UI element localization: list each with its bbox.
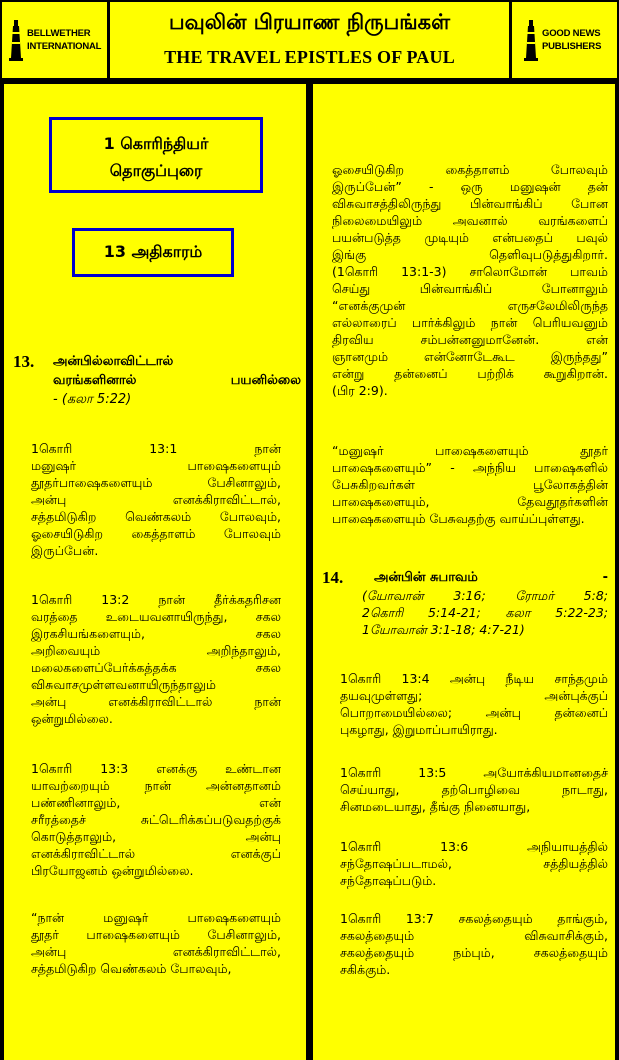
left-logo-line2: INTERNATIONAL xyxy=(27,41,102,52)
text-line: எனக்கிராவிட்டால் எனக்குப் xyxy=(31,846,281,861)
text-line: 1கொரி 13:5 அயோக்கியமானதைச் xyxy=(340,765,608,780)
text-line: நிலைமையிலும் அவனால் வரங்களைப் xyxy=(332,213,608,228)
text-line: பயன்படுத்த முடியும் என்பதைப் பவுல் xyxy=(332,230,608,245)
text-line: அன்பு எனக்கிராவிட்டால், xyxy=(31,492,281,507)
text-line: பாஷைகளையும்” - அந்நிய பாஷைகளில் xyxy=(332,460,608,475)
text-line: பண்ணினாலும், என் xyxy=(31,795,281,810)
text-line: அறிவையும் அறிந்தாலும், xyxy=(31,643,281,658)
section-heading xyxy=(362,568,608,587)
text-line: சந்தோஷப்படும். xyxy=(340,873,437,888)
section-dash: - xyxy=(602,570,608,585)
right-logo-line2: PUBLISHERS xyxy=(542,41,602,52)
text-line: 1கொரி 13:3 எனக்கு உண்டான xyxy=(31,761,281,776)
title-box xyxy=(110,2,509,78)
text-line: தூதர்பாஷைகளையும் பேசினாலும், xyxy=(31,475,281,490)
text-line: அன்பு எனக்கிராவிட்டால், xyxy=(31,944,281,959)
section-title-line2: வரங்களினால் பயனில்லை xyxy=(53,373,301,388)
text-line: விசுவாசத்திலிருந்து பின்வாங்கிப் போன xyxy=(332,196,608,211)
text-line: தயவுமுள்ளது; அன்புக்குப் xyxy=(340,688,608,703)
tamil-title: பவுலின் பிரயாண நிருபங்கள் xyxy=(168,10,451,34)
bellwether-logo xyxy=(7,18,101,62)
section-number: 14. xyxy=(322,568,344,587)
text-line: செய்யாது, தற்பொழிவை நாடாது, xyxy=(340,782,608,797)
text-line: 1கொரி 13:7 சகலத்தையும் தாங்கும், xyxy=(340,911,608,926)
text-line: சரீரத்தைச் சுட்டெரிக்கப்படுவதற்குக் xyxy=(31,812,281,827)
paragraph xyxy=(340,764,608,815)
text-line: இருப்பேன். xyxy=(31,543,99,558)
paragraph xyxy=(31,909,281,977)
right-logo-line1: GOOD NEWS xyxy=(542,28,601,39)
text-line: ஓசையிடுகிற கைத்தாளம் போலவும் xyxy=(31,526,281,541)
left-logo-box xyxy=(2,2,107,78)
text-line: (யோவான் 3:16; ரோமர் 5:8; xyxy=(362,588,608,603)
english-title: THE TRAVEL EPISTLES OF PAUL xyxy=(164,47,455,67)
text-line: மனுஷர் பாஷைகளையும் xyxy=(31,458,281,473)
text-line: பாஷைகளையும், தேவதூதர்களின் xyxy=(332,494,608,509)
paragraph xyxy=(332,442,608,527)
book-title-line1: 1 கொரிந்தியர் xyxy=(103,134,209,153)
text-line: இங்கு தெளிவுபடுத்துகிறார். xyxy=(332,247,608,262)
right-column xyxy=(313,84,615,1060)
paragraph xyxy=(340,670,608,738)
text-line: 2கொரி 5:14-21; கலா 5:22-23; xyxy=(362,605,608,620)
text-line: (1கொரி 13:1-3) சாலொமோன் பாவம் xyxy=(332,264,608,279)
text-line: 1கொரி 13:2 நான் தீர்க்கதரிசன xyxy=(31,592,281,607)
text-line: யாவற்றையும் நான் அன்னதானம் xyxy=(31,778,281,793)
text-line: அன்பு எனக்கிராவிட்டால் நான் xyxy=(31,694,281,709)
header xyxy=(0,0,619,82)
section-heading xyxy=(53,352,301,409)
paragraph xyxy=(340,838,608,889)
text-line: 1யோவான் 3:1-18; 4:7-21) xyxy=(362,622,525,637)
text-line: 1கொரி 13:1 நான் xyxy=(31,441,281,456)
paragraph xyxy=(332,161,608,399)
book-title-line2: தொகுப்புரை xyxy=(109,161,203,180)
text-line: மலைகளைப்பேர்க்கத்தக்க சகல xyxy=(31,660,281,675)
lighthouse-icon xyxy=(522,18,540,62)
text-line: (பிர 2:9). xyxy=(332,383,388,398)
text-line: கொடுத்தாலும், அன்பு xyxy=(31,829,281,844)
text-line: ஒன்றுமில்லை. xyxy=(31,711,113,726)
text-line: திரவிய சம்பன்னனுமானேன். என் xyxy=(332,332,608,347)
text-line: “எனக்குமுன் எருசலேமிலிருந்த xyxy=(332,298,608,313)
text-line: இரகசியங்களையும், சகல xyxy=(31,626,281,641)
text-line: சகலத்தையும் விசுவாசிக்கும், xyxy=(340,928,608,943)
text-line: விசுவாசமுள்ளவனாயிருந்தாலும் xyxy=(31,677,216,692)
text-line: எல்லாரைப் பார்க்கிலும் நான் பெரியவனும் xyxy=(332,315,608,330)
section-references xyxy=(362,587,608,638)
text-line: சத்தமிடுகிற வெண்கலம் போலவும், xyxy=(31,961,232,976)
section-number: 13. xyxy=(13,352,35,371)
section-reference: - (கலா 5:22) xyxy=(53,392,132,407)
text-line: சகிக்கும். xyxy=(340,962,391,977)
text-line: புகழாது, இறுமாப்பாயிராது. xyxy=(340,722,498,737)
good-news-logo xyxy=(522,18,601,62)
text-line: என்று தன்னைப் பற்றிக் கூறுகிறான். xyxy=(332,366,608,381)
text-line: பிரயோஜனம் ஒன்றுமில்லை. xyxy=(31,863,194,878)
text-line: சத்தமிடுகிற வெண்கலம் போலவும், xyxy=(31,509,281,524)
text-line: தூதர் பாஷைகளையும் பேசினாலும், xyxy=(31,927,281,942)
section-title: அன்பின் சுபாவம் xyxy=(374,570,478,585)
paragraph xyxy=(31,591,281,727)
text-line: ஓசையிடுகிற கைத்தாளம் போலவும் xyxy=(332,162,608,177)
text-line: வரத்தை உடையவனாயிருந்து, சகல xyxy=(31,609,281,624)
text-line: பொறாமையில்லை; அன்பு தன்னைப் xyxy=(340,705,608,720)
left-column xyxy=(4,84,306,1060)
chapter-box: 13 அதிகாரம் xyxy=(72,228,234,277)
text-line: இருப்பேன்” - ஒரு மனுஷன் தன் xyxy=(332,179,608,194)
book-title-box xyxy=(49,117,263,193)
text-line: சகலத்தையும் நம்பும், சகலத்தையும் xyxy=(340,945,608,960)
right-logo-box xyxy=(512,2,617,78)
text-line: பாஷைகளையும் பேசுவதற்கு வாய்ப்புள்ளது. xyxy=(332,511,585,526)
text-line: 1கொரி 13:4 அன்பு நீடிய சாந்தமும் xyxy=(340,671,608,686)
text-line: 1கொரி 13:6 அநியாயத்தில் xyxy=(340,839,608,854)
paragraph xyxy=(31,440,281,559)
paragraph xyxy=(31,760,281,879)
lighthouse-icon xyxy=(7,18,25,62)
text-line: சந்தோஷப்படாமல், சத்தியத்தில் xyxy=(340,856,608,871)
text-line: “மனுஷர் பாஷைகளையும் தூதர் xyxy=(332,443,608,458)
section-title-line1: அன்பில்லாவிட்டால் xyxy=(53,354,174,369)
left-logo-line1: BELLWETHER xyxy=(27,28,91,39)
text-line: “நான் மனுஷர் பாஷைகளையும் xyxy=(31,910,281,925)
paragraph xyxy=(340,910,608,978)
text-line: பேசுகிறவர்கள் பூலோகத்தின் xyxy=(332,477,608,492)
text-line: செய்து பின்வாங்கிப் போனாலும் xyxy=(332,281,608,296)
text-line: ஞானமும் என்னோடேகூட இருந்தது” xyxy=(332,349,608,364)
text-line: சினமடையாது, தீங்கு நினையாது, xyxy=(340,799,531,814)
